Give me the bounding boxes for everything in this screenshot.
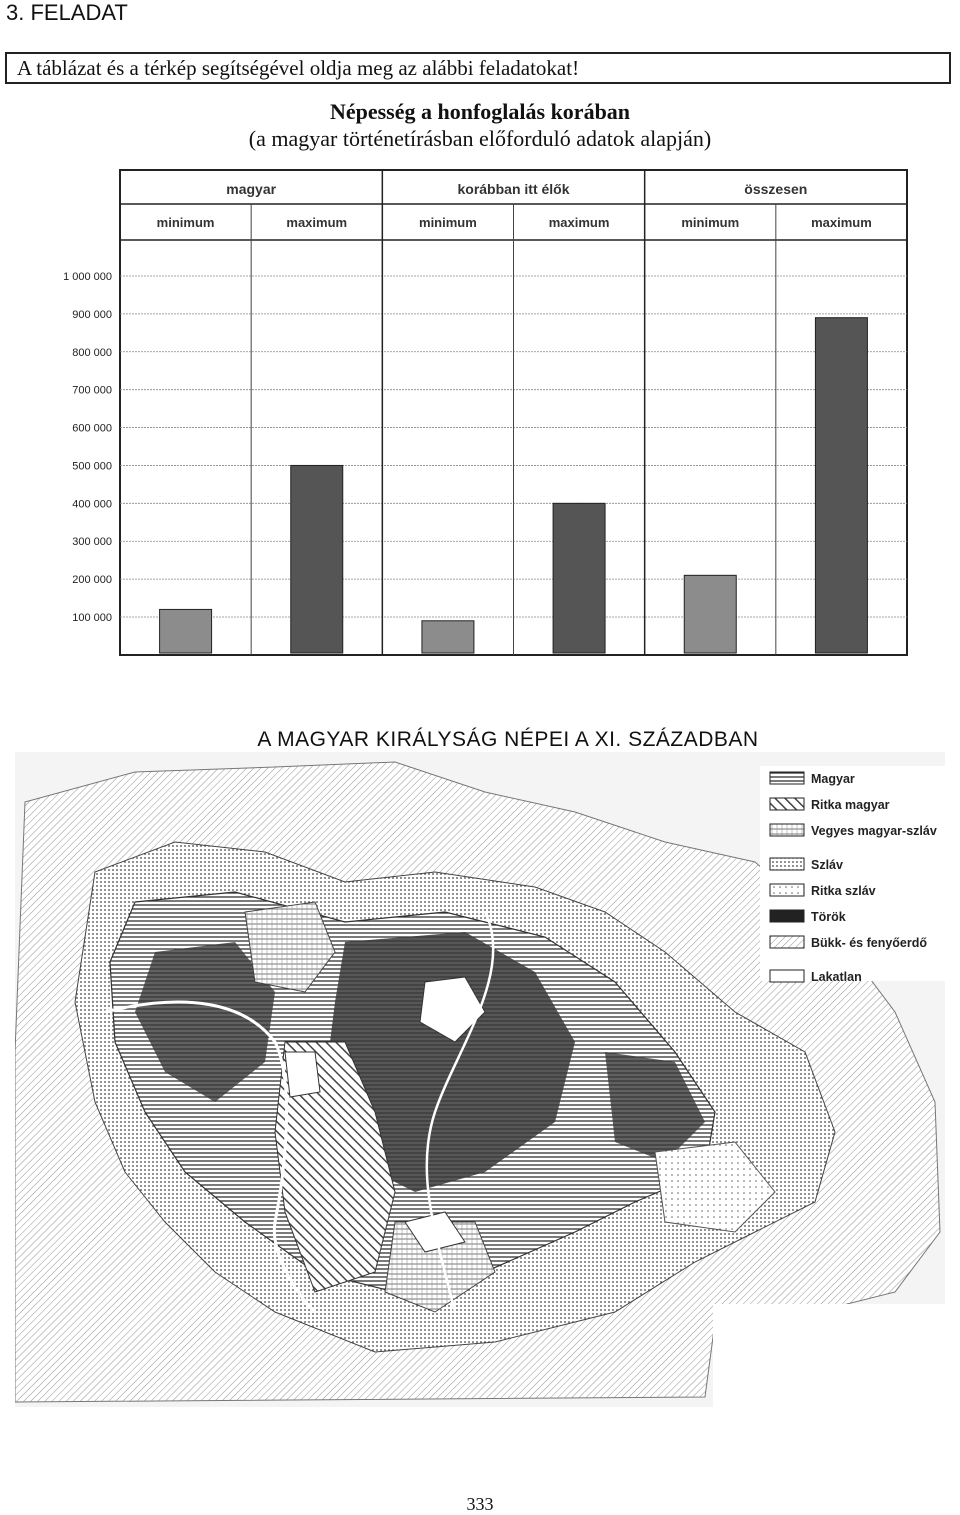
legend-swatch (770, 772, 804, 784)
legend-swatch (770, 798, 804, 810)
legend-label: Ritka magyar (811, 798, 890, 812)
task-heading: 3. FELADAT (6, 0, 128, 25)
map-title: A MAGYAR KIRÁLYSÁG NÉPEI A XI. SZÁZADBAN (257, 728, 759, 751)
bar-minimum-3 (684, 575, 736, 653)
y-tick-label: 900 000 (72, 308, 112, 321)
category-label: maximum (548, 215, 610, 230)
legend-swatch (770, 824, 804, 836)
y-tick-label: 800 000 (72, 346, 112, 359)
legend-swatch (770, 858, 804, 870)
legend-label: Vegyes magyar-szláv (811, 824, 937, 838)
legend-swatch (770, 936, 804, 948)
category-label: minimum (681, 215, 740, 230)
y-tick-label: 1 000 000 (63, 271, 112, 283)
legend-label: Szláv (811, 858, 843, 872)
y-tick-label: 500 000 (72, 460, 112, 473)
y-tick-label: 700 000 (72, 384, 112, 397)
group-label: összesen (744, 181, 808, 197)
legend-swatch (770, 910, 804, 922)
y-tick-label: 400 000 (72, 498, 112, 511)
instruction-text: A táblázat és a térkép segítségével oldja meg az alábbi feladatokat! (17, 56, 580, 80)
chart-subtitle: (a magyar történetírásban előforduló adatok alapján) (248, 126, 712, 151)
group-label: korábban itt élők (457, 181, 570, 197)
uninhabited-region-3 (285, 1052, 320, 1097)
bar-maximum-2 (553, 503, 605, 653)
instruction-box (5, 52, 951, 84)
legend-label: Magyar (811, 772, 855, 786)
y-tick-label: 100 000 (72, 612, 112, 624)
legend-label: Lakatlan (811, 970, 862, 984)
bar-maximum-1 (291, 465, 343, 653)
y-tick-label: 200 000 (72, 574, 112, 587)
legend-swatch (770, 970, 804, 982)
legend-label: Bükk- és fenyőerdő (811, 936, 928, 950)
bar-maximum-3 (815, 318, 867, 653)
y-tick-label: 300 000 (72, 536, 112, 549)
map-corner-blank (713, 1304, 945, 1407)
group-label: magyar (226, 181, 277, 197)
category-label: maximum (811, 215, 872, 230)
category-label: minimum (419, 215, 477, 230)
chart-title: Népesség a honfoglalás korában (329, 99, 631, 124)
legend-label: Török (811, 910, 846, 924)
population-bar-chart (0, 160, 960, 670)
page-number: 333 (466, 1494, 494, 1514)
y-tick-label: 600 000 (72, 422, 112, 435)
bar-minimum-2 (422, 621, 474, 653)
category-label: minimum (156, 215, 215, 230)
legend-swatch (770, 884, 804, 896)
historical-map (15, 752, 945, 1407)
category-label: maximum (286, 215, 348, 230)
bar-minimum-1 (160, 609, 212, 653)
map-legend (760, 766, 945, 984)
legend-label: Ritka szláv (811, 884, 876, 898)
